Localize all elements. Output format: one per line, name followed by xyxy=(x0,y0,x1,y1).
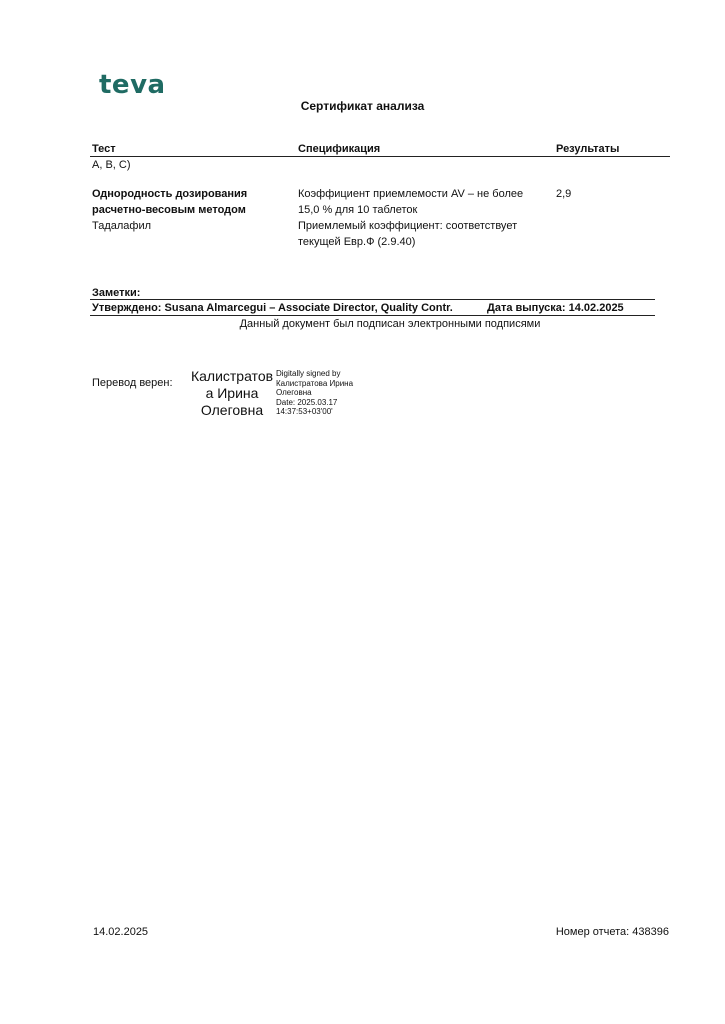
header-divider xyxy=(90,156,670,157)
e-signature-note: Данный документ был подписан электронными подписями xyxy=(239,318,541,330)
test-name-line: расчетно-весовым методом xyxy=(92,204,246,216)
digital-signature-details xyxy=(276,369,353,417)
signature-detail-line: Олеговна xyxy=(276,388,312,397)
spec-line: Коэффициент приемлемости AV – не более xyxy=(298,188,524,200)
test-continuation: A, B, C) xyxy=(92,159,131,171)
test-substance: Тадалафил xyxy=(92,220,152,232)
spec-line: текущей Евр.Ф (2.9.40) xyxy=(298,236,416,248)
notes-label: Заметки: xyxy=(92,287,141,299)
signature-detail-line: 14:37:53+03'00' xyxy=(276,407,333,416)
document-title: Сертификат анализа xyxy=(300,99,425,113)
signature-detail-line: Date: 2025.03.17 xyxy=(276,397,338,407)
column-header-specification: Спецификация xyxy=(298,143,381,155)
teva-logo: teva xyxy=(99,70,166,100)
signer-name-line: Олеговна xyxy=(200,402,264,418)
test-name-cell xyxy=(92,186,247,234)
footer-date: 14.02.2025 xyxy=(93,926,149,938)
result-cell: 2,9 xyxy=(556,188,572,200)
signature-detail-line: Калистратова Ирина xyxy=(276,378,354,388)
column-header-results: Результаты xyxy=(556,143,620,155)
specification-cell xyxy=(298,186,523,250)
signer-name-line: а Ирина xyxy=(205,385,259,401)
spec-line: 15,0 % для 10 таблеток xyxy=(298,204,418,216)
report-number: Номер отчета: 438396 xyxy=(555,926,669,938)
signer-name-block xyxy=(188,368,276,419)
signature-detail-line: Digitally signed by xyxy=(276,369,341,378)
signer-name-line: Калистратов xyxy=(190,368,274,384)
column-header-test: Тест xyxy=(92,143,116,155)
release-date: Дата выпуска: 14.02.2025 xyxy=(487,302,624,314)
spec-line: Приемлемый коэффициент: соответствует xyxy=(298,220,518,232)
test-name-line: Однородность дозирования xyxy=(92,188,248,200)
translation-label: Перевод верен: xyxy=(92,377,173,389)
approved-by: Утверждено: Susana Almarcegui – Associate Director, Quality Contr. xyxy=(92,302,453,314)
